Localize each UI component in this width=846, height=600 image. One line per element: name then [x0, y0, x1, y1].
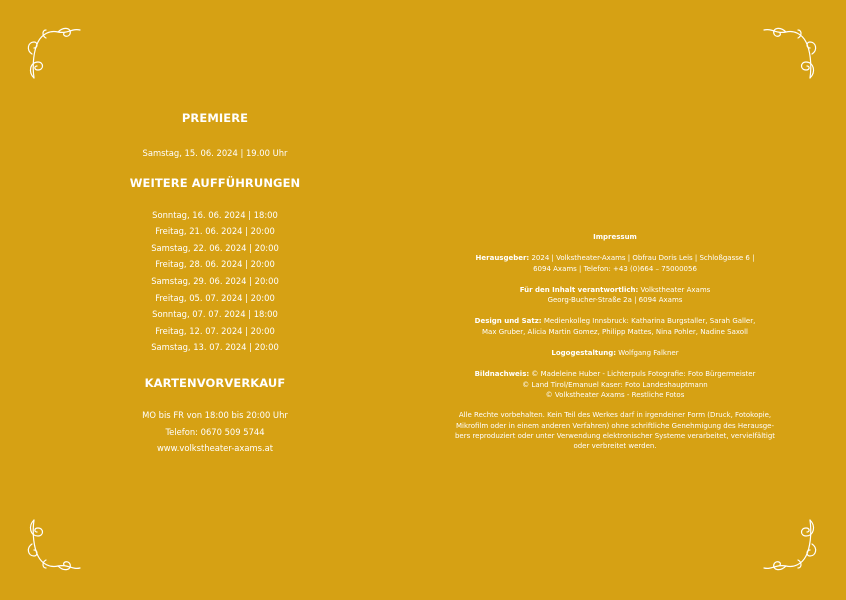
bildnachweis-text: © Land Tirol/Emanuel Kaser: Foto Landeshauptmann — [522, 380, 708, 389]
rights-notice — [448, 410, 782, 451]
performance-date: Samstag, 13. 07. 2024 | 20:00 — [151, 342, 279, 353]
inhalt-text: Georg-Bucher-Straße 2a | 6094 Axams — [547, 296, 683, 305]
ticket-website-link[interactable]: www.volkstheater-axams.at — [156, 443, 274, 454]
bildnachweis-text: © Volkstheater Axams - Restliche Fotos — [545, 390, 685, 399]
design-block — [448, 316, 782, 337]
inhalt-block — [448, 285, 782, 306]
performance-date: Samstag, 22. 06. 2024 | 20:00 — [151, 242, 279, 253]
design-text: Max Gruber, Alicia Martin Gomez, Philipp Mattes, Nina Pohler, Nadine Saxoll — [482, 327, 748, 336]
logo-text: Wolfgang Falkner — [618, 349, 679, 358]
performance-date: Sonntag, 16. 06. 2024 | 18:00 — [152, 209, 278, 220]
design-text: Medienkolleg Innsbruck: Katharina Burgstaller, Sarah Galler, — [543, 317, 756, 326]
bildnachweis-label: Bildnachweis: — [474, 370, 530, 379]
ticket-hours: MO bis FR von 18:00 bis 20:00 Uhr — [142, 409, 288, 420]
herausgeber-text: 6094 Axams | Telefon: +43 (0)664 – 75000056 — [533, 264, 697, 273]
logo-block — [448, 348, 782, 358]
rights-text: Mikrofilm oder in einem anderen Verfahren) ohne schriftliche Genehmigung des Herausge- — [455, 421, 775, 430]
flourish-ornament-icon — [762, 24, 820, 82]
herausgeber-label: Herausgeber: — [475, 254, 530, 263]
schedule-column — [100, 108, 330, 457]
performance-date: Samstag, 29. 06. 2024 | 20:00 — [151, 275, 279, 286]
rights-text: oder verbreitet werden. — [573, 442, 657, 451]
ticket-phone: Telefon: 0670 509 5744 — [165, 426, 265, 437]
performance-date: Sonntag, 07. 07. 2024 | 18:00 — [152, 309, 278, 320]
inhalt-label: Für den Inhalt verantwortlich: — [519, 285, 639, 294]
rights-text: Alle Rechte vorbehalten. Kein Teil des Werkes darf in irgendeiner Form (Druck, Fotokopie, — [458, 411, 772, 420]
weitere-heading: WEITERE AUFFÜHRUNGEN — [129, 175, 301, 190]
ticket-info — [100, 407, 330, 457]
bildnachweis-block — [448, 369, 782, 400]
design-label: Design und Satz: — [474, 317, 542, 326]
herausgeber-text: 2024 | Volkstheater-Axams | Obfrau Doris Leis | Schloßgasse 6 | — [531, 254, 755, 263]
performance-date: Freitag, 21. 06. 2024 | 20:00 — [155, 226, 275, 237]
inhalt-text: Volkstheater Axams — [640, 285, 711, 294]
premiere-heading: PREMIERE — [181, 111, 249, 125]
impressum-title: Impressum — [593, 233, 637, 241]
herausgeber-block — [448, 253, 782, 274]
premiere-date: Samstag, 15. 06. 2024 | 19.00 Uhr — [142, 148, 288, 158]
rights-text: bers reproduziert oder unter Verwendung elektronischer Systeme verarbeitet, vervielfältigt — [454, 431, 776, 440]
performance-dates-list — [100, 207, 330, 356]
performance-date: Freitag, 05. 07. 2024 | 20:00 — [155, 292, 275, 303]
flourish-ornament-icon — [762, 516, 820, 574]
flourish-ornament-icon — [24, 24, 82, 82]
flourish-ornament-icon — [24, 516, 82, 574]
performance-date: Freitag, 28. 06. 2024 | 20:00 — [155, 259, 275, 270]
performance-date: Freitag, 12. 07. 2024 | 20:00 — [155, 325, 275, 336]
logo-label: Logogestaltung: — [551, 349, 617, 358]
kartenvorverkauf-heading: KARTENVORVERKAUF — [144, 375, 286, 390]
impressum-column — [448, 232, 782, 451]
bildnachweis-text: © Madeleine Huber - Lichterpuls Fotografie: Foto Bürgermeister — [531, 370, 756, 379]
